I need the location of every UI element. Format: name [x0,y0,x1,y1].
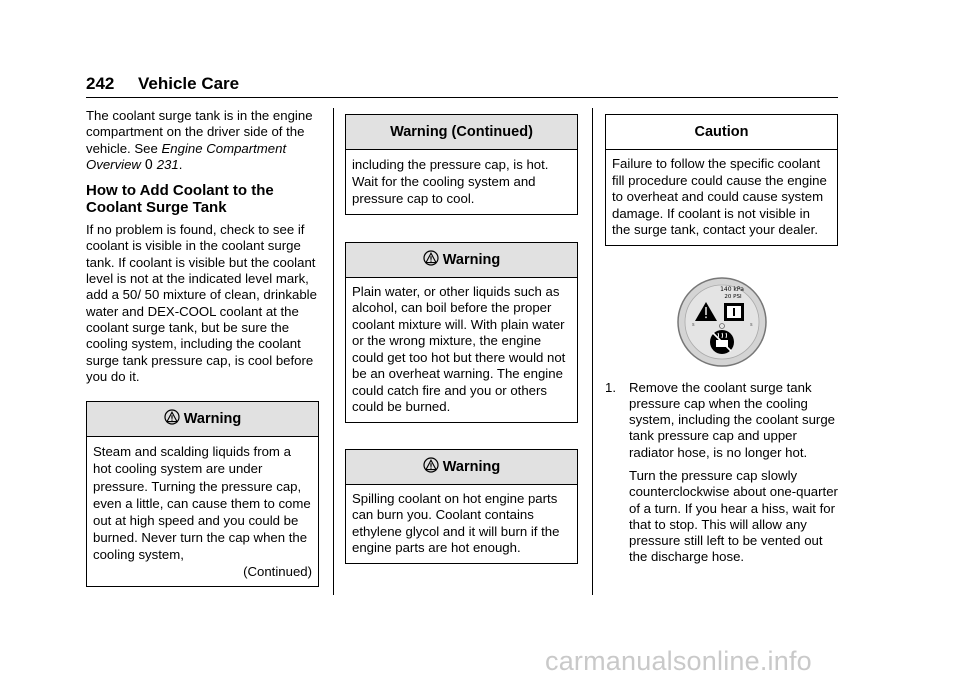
list-item: 1. Remove the coolant surge tank pressure cap when the cooling system, including the coolant surge tank pressure cap and upper radiator hose, is no longer hot. Turn the pressure cap slowly counterclockwise about one-quarter of a turn. If you hear a hiss, wait for that to stop. This will allow any pressure still left to be vented out the discharge hose. [605,379,838,565]
cap-kpa-label: 140 kPa [719,285,744,293]
body-paragraph: If no problem is found, check to see if coolant is visible in the coolant surge tank. If coolant is visible but the coolant level is not at the indicated level mark, add a 50/ 50 mixture of clean, drinkable water and DEX-COOL coolant at the coolant surge tank, but be sure the cooling system, including the coolant surge tank pressure cap, is cool before you do it. [86,222,317,384]
page-ref-number[interactable]: 231 [156,156,179,172]
warning-triangle-icon [423,250,439,266]
warning-box-title: Warning [87,402,318,437]
warning-box [345,449,578,564]
warning-box [345,242,578,423]
warning-box-body: Spilling coolant on hot engine parts can burn you. Coolant contains ethylene glycol and it will burn if the engine parts are hot enough. [352,490,560,556]
column-3 [605,114,838,566]
pressure-cap-image [676,276,768,368]
section-subheading: How to Add Coolant to the Coolant Surge Tank [86,182,274,217]
warning-box-title: Warning [346,243,577,278]
section-title: Vehicle Care [138,74,240,93]
page-header [86,74,239,94]
caution-box-title: Caution [606,115,837,150]
svg-text:s: s [749,321,753,328]
intro-paragraph: The coolant surge tank is in the engine compartment on the driver side of the vehicle. See Engine Compartment Overview 0 231. [86,108,313,173]
warning-box [86,401,319,587]
svg-text:s: s [691,321,695,328]
warning-continued-box [345,114,578,215]
caution-box [605,114,838,246]
warning-continued-body: including the pressure cap, is hot. Wait for the cooling system and pressure cap to cool. [352,157,549,207]
warning-triangle-icon [423,457,439,473]
column-2 [345,114,578,564]
column-divider [333,108,334,595]
engine-compartment-link[interactable]: Engine Compartment Overview [86,140,287,172]
warning-box-body: Plain water, or other liquids such as alcohol, can boil before the proper coolant mixture will. With plain water or the wrong mixture, the engine could get too hot but there would not be an overheat warning. The engine could catch fire and you or others could be burned. [352,283,566,415]
header-rule [86,97,838,98]
watermark: carmanualsonline.info [545,646,812,676]
caution-box-body: Failure to follow the specific coolant fill procedure could cause the engine to overheat and could cause system damage. If coolant is not visible in the surge tank, contact your dealer. [612,156,827,237]
warning-continued-title: Warning (Continued) [346,115,577,150]
column-divider [592,108,593,595]
warning-triangle-icon [164,409,180,425]
continued-label: (Continued) [243,563,312,579]
warning-box-title: Warning [346,450,577,485]
column-1 [86,108,319,587]
page-ref-icon: 0 [144,157,154,173]
warning-box-body: Steam and scalding liquids from a hot cooling system are under pressure. Turning the pressure cap, even a little, can cause them to come out at high speed and you could be burned. Never turn the cap when the cooling system, (Continued) [93,444,312,579]
steps-list [605,380,838,566]
pressure-cap-figure [605,276,838,368]
page-number: 242 [86,74,115,93]
cap-psi-label: 20 PSI [723,293,742,300]
